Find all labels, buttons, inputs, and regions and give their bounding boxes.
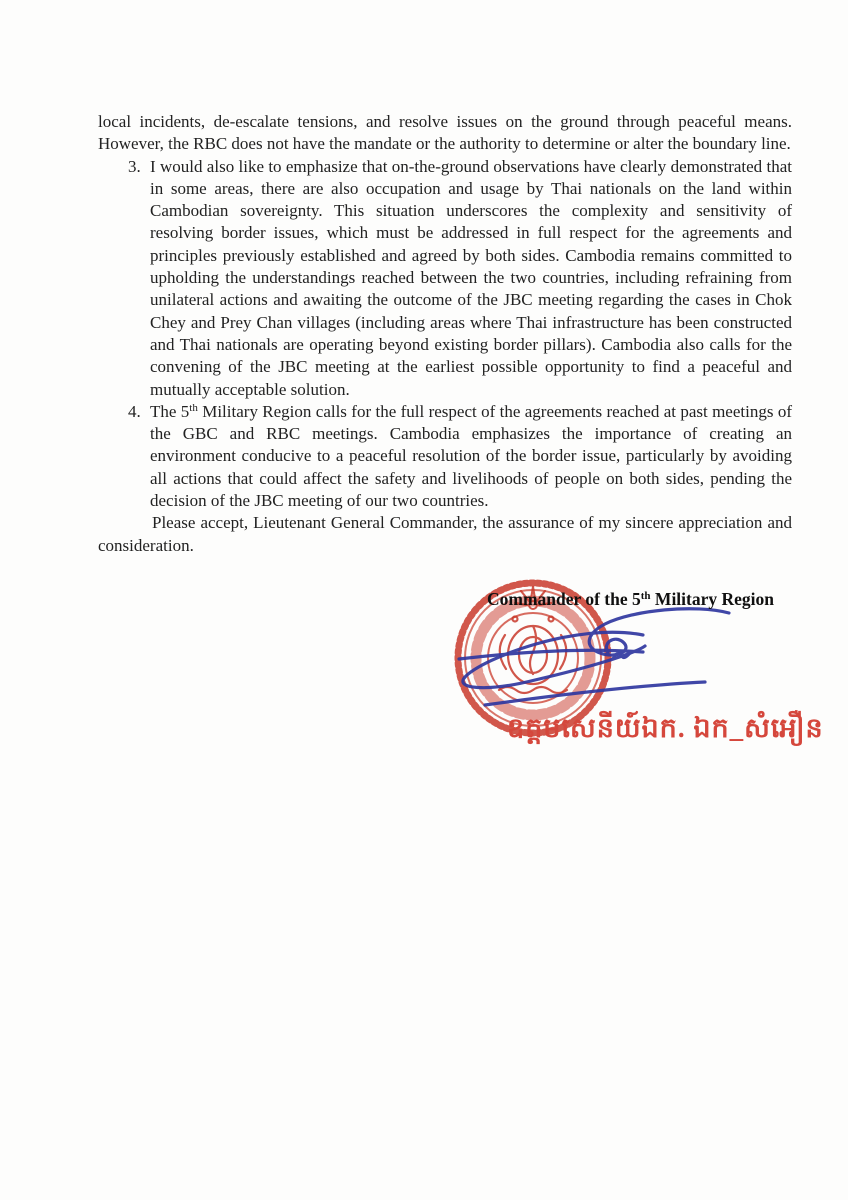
- text-run: Commander of the 5: [487, 589, 641, 609]
- list-item-3: [98, 156, 792, 401]
- paragraph-continuation: local incidents, de-escalate tensions, and resolve issues on the ground through peaceful means. However, the RBC does not have the mandate or the authority to determine or alter the boundary line.: [98, 112, 792, 154]
- list-number-4: 4.: [128, 401, 141, 421]
- letter-body: [98, 111, 792, 557]
- ordinal-superscript: th: [640, 590, 651, 602]
- list-item-4-text: [150, 402, 792, 510]
- ordinal-superscript: th: [189, 401, 198, 414]
- list-item-4: [98, 401, 792, 512]
- signature-title: [487, 589, 774, 610]
- text-run: Military Region: [650, 589, 774, 609]
- list-number-3: 3.: [128, 156, 141, 176]
- list-item-3-text: I would also like to emphasize that on-the-ground observations have clearly demonstrated that in some areas, there are also occupation and usage by Thai nationals on the land within Cambodian sovereignty. This situation underscores the complexity and sensitivity of resolving border issues, which must be addressed in full respect for the agreements and principles previously established and agreed by both sides. Cambodia remains committed to upholding the understandings reached between the two countries, including refraining from unilateral actions and awaiting the outcome of the JBC meeting regarding the cases in Chok Chey and Prey Chan villages (including areas where Thai infrastructure has been constructed and Thai nationals are operating beyond existing border pillars). Cambodia also calls for the convening of the JBC meeting at the earliest possible opportunity to find a peaceful and mutually acceptable solution.: [150, 156, 792, 399]
- text-run: The 5: [150, 401, 190, 421]
- text-run: Military Region calls for the full respect of the agreements reached at past meetings of the GBC and RBC meetings. Cambodia emphasizes the importance of creating an environment conducive to a peaceful resolution of the border issue, particularly by avoiding all actions that could affect the safety and livelihoods of people on both sides, pending the decision of the JBC meeting of our two countries.: [150, 401, 792, 511]
- closing-paragraph: Please accept, Lieutenant General Commander, the assurance of my sincere appreciation and consideration.: [98, 513, 792, 555]
- signer-name-khmer: ឧត្តមសេនីយ៍ឯក. ឯក_សំអឿន: [507, 713, 824, 743]
